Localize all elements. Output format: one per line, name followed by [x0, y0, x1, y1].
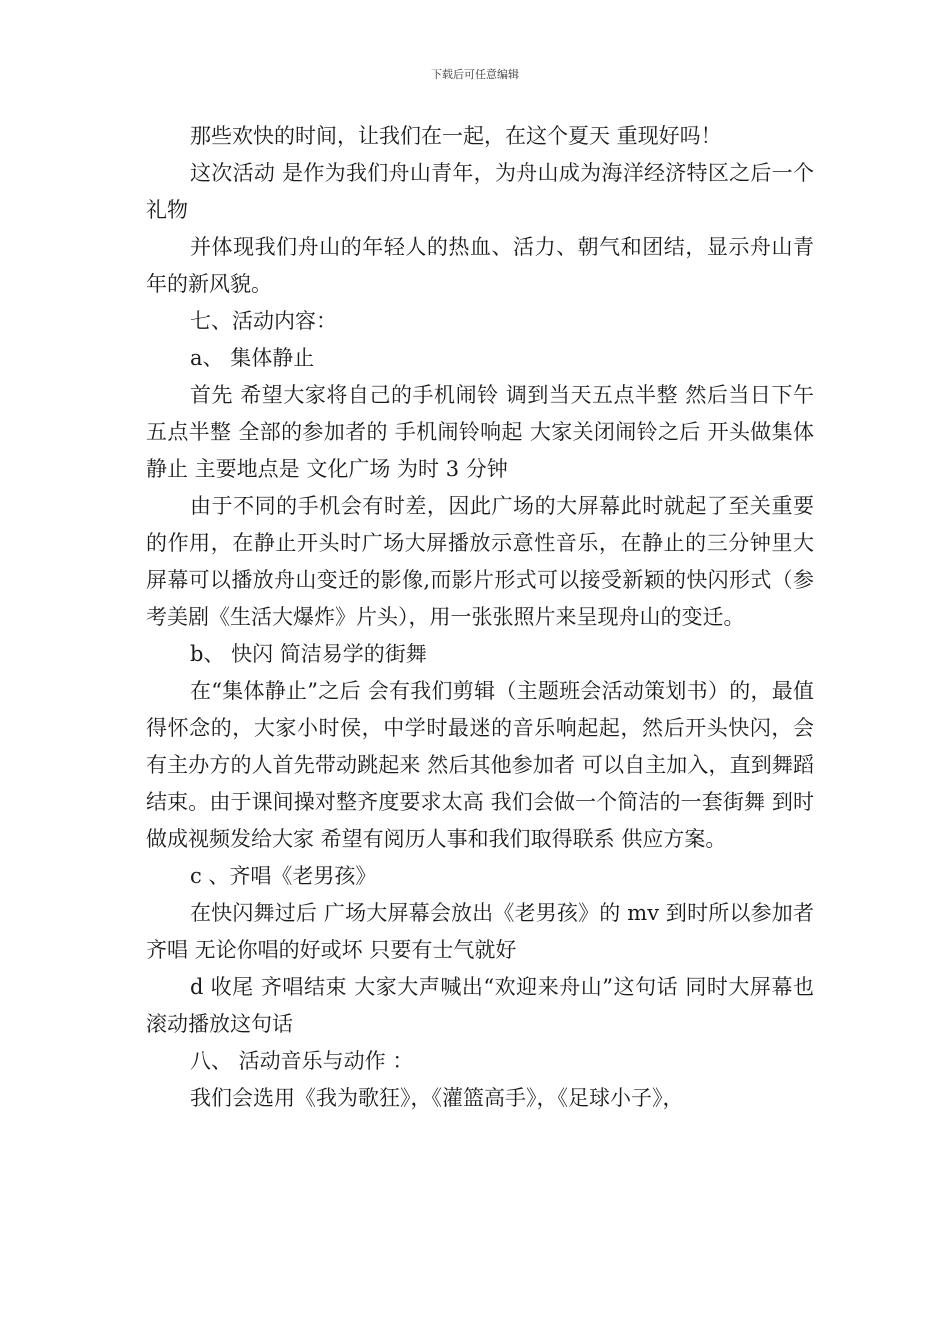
subheading-freeze: a、 集体静止 — [190, 346, 315, 370]
paragraph-big-screen: 由于不同的手机会有时差，因此广场的大屏幕此时就起了至关重要的作用，在静止开头时广场大屏播放示意性音乐，在静止的三分钟里大屏幕可以播放舟山变迁的影像,而影片形式可以接受新颖的快闪形式（参考美剧《生活大爆炸》片头），用一张张照片来呈现舟山的变迁。 — [146, 494, 814, 629]
section-heading-activity-content: 七、活动内容： — [190, 309, 337, 333]
paragraph-freeze-details: 首先 希望大家将自己的手机闹铃 调到当天五点半整 然后当日下午五点半整 全部的参加者的 手机闹铃响起 大家关闭闹铃之后 开头做集体静止 主要地点是 文化广场 为时 3 分钟 — [146, 383, 814, 481]
paragraph-gift-purpose: 这次活动 是作为我们舟山青年，为舟山成为海洋经济特区之后一个礼物 — [146, 161, 814, 222]
section-heading-music: 八、 活动音乐与动作 ： — [190, 1049, 414, 1073]
subheading-chorus: c 、齐唱《老男孩》 — [190, 864, 377, 888]
paragraph-music-selection: 我们会选用《我为歌狂》，《灌篮高手》，《足球小子》， — [190, 1086, 684, 1110]
paragraph-closing: d 收尾 齐唱结束 大家大声喊出“欢迎来舟山”这句话 同时大屏幕也滚动播放这句话 — [146, 975, 814, 1036]
document-body — [146, 118, 814, 1117]
paragraph-chorus-details: 在快闪舞过后 广场大屏幕会放出《老男孩》的 mv 到时所以参加者 齐唱 无论你唱的好或坏 只要有士气就好 — [146, 901, 814, 962]
paragraph-youth-spirit: 并体现我们舟山的年轻人的热血、活力、朝气和团结，显示舟山青年的新风貌。 — [146, 235, 814, 296]
subheading-flash-mob: b、 快闪 简洁易学的街舞 — [190, 642, 427, 666]
paragraph-summer-reunion: 那些欢快的时间，让我们在一起，在这个夏天 重现好吗！ — [190, 124, 722, 148]
page-header: 下载后可任意编辑 — [431, 68, 519, 81]
paragraph-flash-mob-details: 在“集体静止”之后 会有我们剪辑（主题班会活动策划书）的，最值得怀念的，大家小时侯，中学时最迷的音乐响起起，然后开头快闪，会有主办方的人首先带动跳起来 然后其他参加者 可以自主加入，直到舞蹈结束。由于课间操对整齐度要求太高 我们会做一个简洁的一套街舞 到时做成视频发给大家 希望有阅历人事和我们取得联系 供应方案。 — [146, 679, 814, 851]
